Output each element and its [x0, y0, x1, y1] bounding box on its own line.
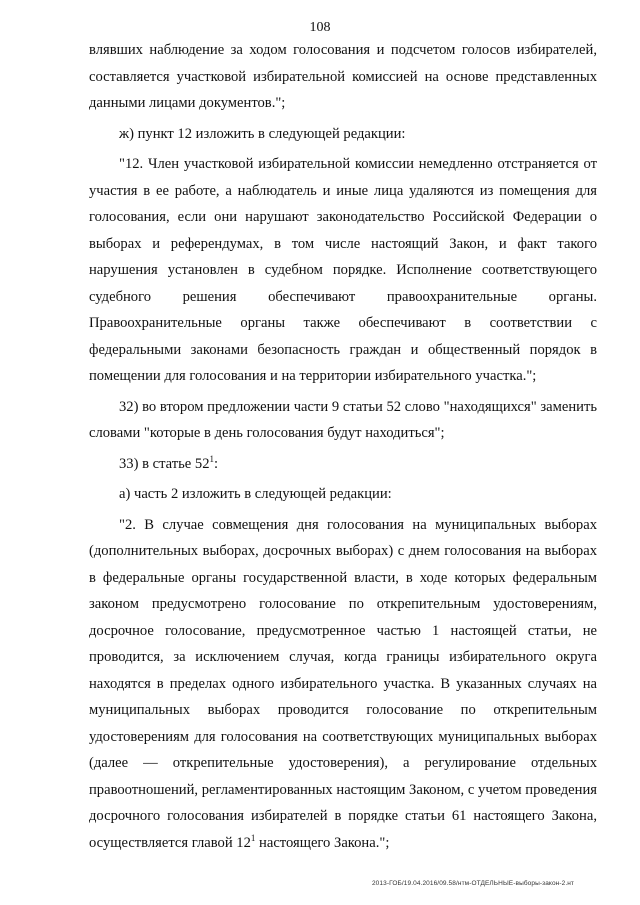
- paragraph-item-32: 32) во втором предложении части 9 статьи 52 слово "находящихся" заменить словами "которые в день голосования будут находиться";: [89, 398, 597, 441]
- item-33-text: 33) в статье 52: [119, 455, 210, 472]
- paragraph-clause-12: "12. Член участковой избирательной комиссии немедленно отстраняется от участия в ее работе, а наблюдатель и иные лица удаляются из помещения для голосования, если они нарушают законодательство Российской Федерации о выборах и референдумах, в том числе настоящий Закон, и факт такого нарушения установлен в судебном порядке. Исполнение соответствующего судебного решения обеспечивают правоохранительные органы. Правоохранительные органы также обеспечивают в соответствии с федеральными законами безопасность граждан и общественный порядок в помещении для голосования и на территории избирательного участка.";: [89, 156, 597, 384]
- page-number: 108: [309, 20, 331, 35]
- paragraph-continuation: влявших наблюдение за ходом голосования и подсчетом голосов избирателей, составляется участковой избирательной комиссией на основе представленных данными лицами документов.";: [89, 42, 597, 111]
- footer-doc-id: 2013-ГОБ/19.04.2016/09.58/нтм-ОТДЕЛЬНЫЕ-выборы-закон-2.нт: [371, 880, 574, 887]
- superscript: 1: [209, 453, 215, 464]
- paragraph-part-2: [89, 512, 597, 857]
- paragraph-item-a: а) часть 2 изложить в следующей редакции:: [119, 486, 392, 502]
- part-2-text: "2. В случае совмещения дня голосования на муниципальных выборах (дополнительных выборах, досрочных выборах) с днем голосования на выборах в федеральные органы государственной власти, в ходе которых федеральным законом предусмотрено голосование по открепительным удостоверениям, досрочное голосование, предусмотренное частью 1 настоящей статьи, не проводится, за исключением случая, когда границы избирательного округа находятся в пределах одного избирательного участка. В указанных случаях на муниципальных выборах проводится голосование по открепительным удостоверениям для голосования на соответствующих муниципальных выборах (далее — открепительные удостоверения), а регулирование отдельных правоотношений, регламентированных настоящим Законом, с учетом проведения досрочного голосования избирателей в порядке статьи 61 настоящего Закона, осуществляется главой 12: [89, 516, 597, 851]
- item-33-colon: :: [214, 455, 219, 472]
- part-2-tail: настоящего Закона.";: [255, 834, 390, 851]
- paragraph-item-zh: ж) пункт 12 изложить в следующей редакции:: [119, 125, 406, 142]
- paragraph-item-33: [89, 451, 597, 478]
- document-body: [89, 37, 597, 856]
- superscript: 1: [250, 832, 256, 843]
